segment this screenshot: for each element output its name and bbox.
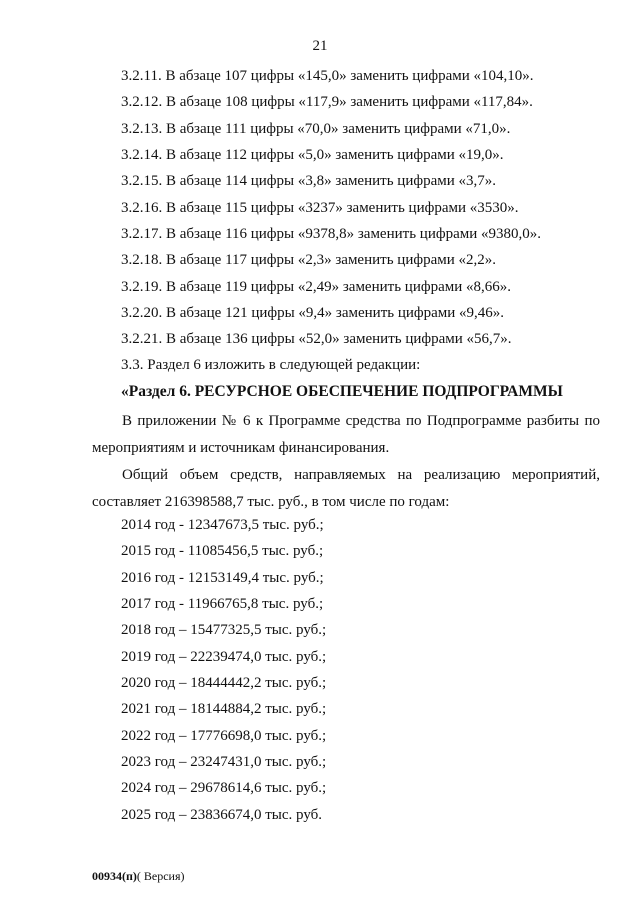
amendment-item: 3.2.13. В абзаце 111 цифры «70,0» заменить цифрами «71,0». [121,121,511,137]
year-funding-item: 2015 год - 11085456,5 тыс. руб.; [121,543,324,559]
amendment-item: 3.2.11. В абзаце 107 цифры «145,0» заменить цифрами «104,10». [121,68,534,84]
amendment-item: 3.2.14. В абзаце 112 цифры «5,0» заменить цифрами «19,0». [121,147,504,163]
amendment-item: 3.2.12. В абзаце 108 цифры «117,9» заменить цифрами «117,84». [121,94,533,110]
amendment-item: 3.2.17. В абзаце 116 цифры «9378,8» заменить цифрами «9380,0». [121,226,541,242]
paragraph-total-volume: Общий объем средств, направляемых на реализацию мероприятий, составляет 216398588,7 тыс. руб., в том числе по годам: [92,467,600,510]
amendment-item: 3.2.16. В абзаце 115 цифры «3237» заменить цифрами «3530». [121,200,519,216]
footer-code: 00934(п) [92,869,137,883]
year-funding-item: 2018 год – 15477325,5 тыс. руб.; [121,622,327,638]
footer-version: ( Версия) [136,869,185,883]
paragraph-distribution: В приложении № 6 к Программе средства по Подпрограмме разбиты по мероприятиям и источникам финансирования. [92,413,600,456]
amendment-item: 3.2.15. В абзаце 114 цифры «3,8» заменить цифрами «3,7». [121,173,496,189]
section-heading: «Раздел 6. РЕСУРСНОЕ ОБЕСПЕЧЕНИЕ ПОДПРОГРАММЫ [121,383,563,400]
amendment-item: 3.2.19. В абзаце 119 цифры «2,49» заменить цифрами «8,66». [121,279,511,295]
year-funding-item: 2019 год – 22239474,0 тыс. руб.; [121,649,327,665]
year-funding-item: 2022 год – 17776698,0 тыс. руб.; [121,728,327,744]
page-number: 21 [312,38,328,54]
year-funding-item: 2021 год – 18144884,2 тыс. руб.; [121,701,327,717]
year-funding-item: 2025 год – 23836674,0 тыс. руб. [121,807,323,823]
year-funding-item: 2020 год – 18444442,2 тыс. руб.; [121,675,327,691]
document-footer [92,869,185,884]
year-funding-item: 2017 год - 11966765,8 тыс. руб.; [121,596,324,612]
year-funding-item: 2024 год – 29678614,6 тыс. руб.; [121,780,327,796]
year-funding-item: 2014 год - 12347673,5 тыс. руб.; [121,517,324,533]
year-funding-item: 2016 год - 12153149,4 тыс. руб.; [121,570,324,586]
amendment-item: 3.2.21. В абзаце 136 цифры «52,0» заменить цифрами «56,7». [121,331,512,347]
amendment-item: 3.2.18. В абзаце 117 цифры «2,3» заменить цифрами «2,2». [121,252,496,268]
year-funding-item: 2023 год – 23247431,0 тыс. руб.; [121,754,327,770]
amendment-item: 3.2.20. В абзаце 121 цифры «9,4» заменить цифрами «9,46». [121,305,505,321]
section-intro: 3.3. Раздел 6 изложить в следующей редакции: [121,357,421,373]
